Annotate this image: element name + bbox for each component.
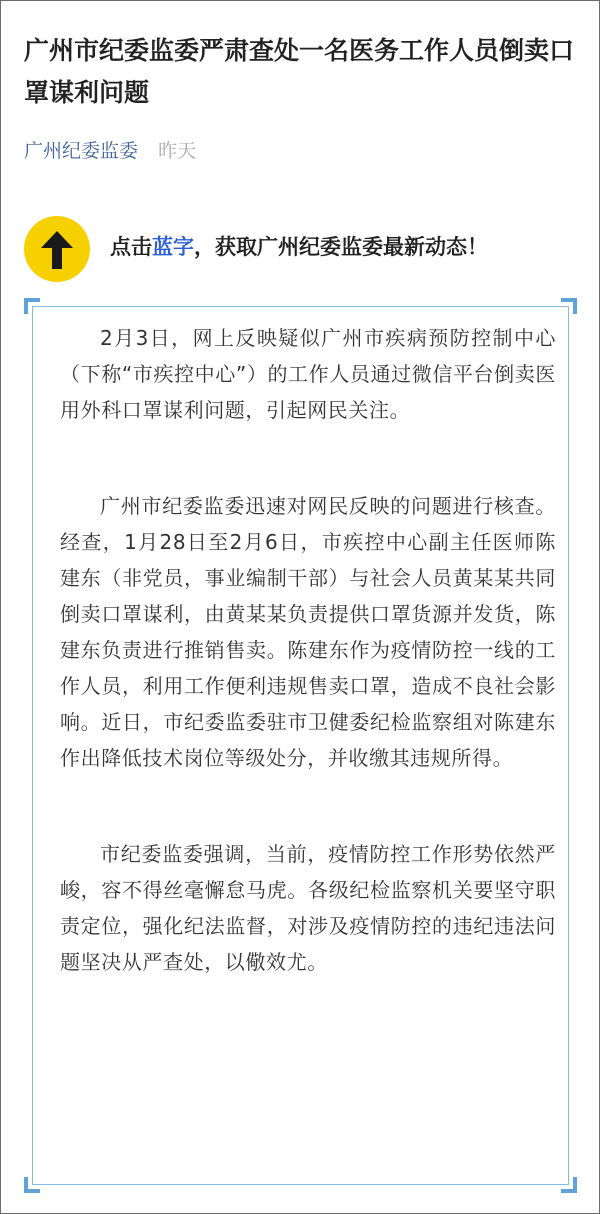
blue-text-link[interactable]: 蓝字: [152, 235, 194, 259]
body-paragraph: 广州市纪委监委迅速对网民反映的问题进行核查。经查，1月28日至2月6日，市疾控中心副主任医师陈建东（非党员，事业编制干部）与社会人员黄某某共同倒卖口罩谋利，由黄某某负责提供口罩货源并发货，陈建东负责进行推销售卖。陈建东作为疫情防控一线的工作人员，利用工作便利违规售卖口罩，造成不良社会影响。近日，市纪委监委驻市卫健委纪检监察组对陈建东作出降低技术岗位等级处分，并收缴其违规所得。: [60, 494, 556, 770]
follow-banner-text: [110, 232, 488, 262]
frame-corner-decoration: [561, 298, 577, 314]
article-title: 广州市纪委监委严肃查处一名医务工作人员倒卖口罩谋利问题: [24, 36, 575, 107]
frame-corner-decoration: [24, 298, 40, 314]
follow-prefix: 点击: [110, 235, 152, 259]
article-body: [60, 320, 556, 980]
frame-corner-decoration: [24, 1177, 40, 1193]
account-name-link[interactable]: 广州纪委监委: [24, 140, 139, 162]
publish-time: 昨天: [158, 140, 197, 162]
article-meta: [24, 137, 196, 165]
follow-banner: [24, 216, 584, 282]
follow-suffix: ，获取广州纪委监委最新动态！: [194, 235, 488, 259]
frame-corner-decoration: [561, 1177, 577, 1193]
body-paragraph: 市纪委监委强调，当前，疫情防控工作形势依然严峻，容不得丝毫懈怠马虎。各级纪检监察机关要坚守职责定位，强化纪法监督，对涉及疫情防控的违纪违法问题坚决从严查处，以儆效尤。: [60, 842, 556, 974]
body-paragraph: 2月3日，网上反映疑似广州市疾病预防控制中心（下称“市疾控中心”）的工作人员通过微信平台倒卖医用外科口罩谋利问题，引起网民关注。: [60, 326, 556, 422]
up-arrow-icon: [24, 216, 90, 282]
